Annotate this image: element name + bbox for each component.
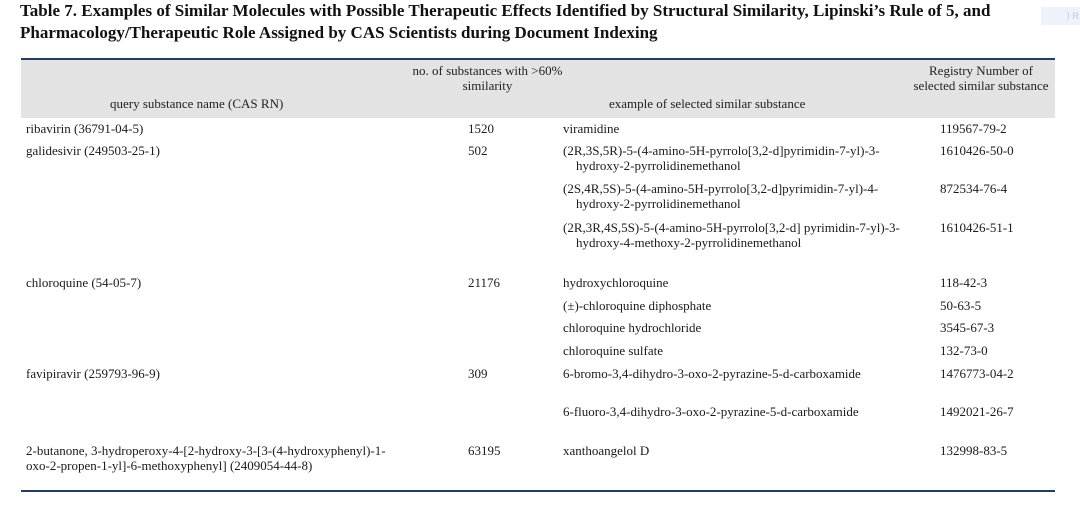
cell-count: 502	[468, 143, 488, 158]
header-registry-number: Registry Number of selected similar substance	[913, 63, 1049, 93]
cell-registry: 132-73-0	[940, 343, 988, 358]
cell-registry: 118-42-3	[940, 275, 988, 290]
corner-overlay-tab: ⟩ R	[1041, 7, 1080, 25]
cell-name: favipiravir (259793-96-9)	[26, 366, 160, 381]
cell-name: galidesivir (249503-25-1)	[26, 143, 160, 158]
cell-example: chloroquine sulfate	[563, 343, 663, 358]
cell-example: (2S,4R,5S)-5-(4-amino-5H-pyrrolo[3,2-d]pyrimidin-7-yl)-4-hydroxy-2-pyrrolidinemethanol	[563, 181, 879, 211]
cell-example: (2R,3S,5R)-5-(4-amino-5H-pyrrolo[3,2-d]pyrimidin-7-yl)-3-hydroxy-2-pyrrolidinemethanol	[563, 143, 880, 173]
header-similarity-count: no. of substances with >60% similarity	[412, 63, 563, 93]
cell-example: hydroxychloroquine	[563, 275, 669, 290]
cell-registry: 50-63-5	[940, 298, 982, 313]
cell-example: chloroquine hydrochloride	[563, 320, 702, 335]
cell-count: 21176	[468, 275, 501, 290]
cell-registry: 3545-67-3	[940, 320, 995, 335]
cell-example: 6-fluoro-3,4-dihydro-3-oxo-2-pyrazine-5-d-carboxamide	[563, 404, 859, 419]
header-query-substance: query substance name (CAS RN)	[110, 96, 284, 111]
cell-example: viramidine	[563, 121, 620, 136]
cell-registry: 119567-79-2	[940, 121, 1007, 136]
cell-example: (±)-chloroquine diphosphate	[563, 298, 712, 313]
cell-example: (2R,3R,4S,5S)-5-(4-amino-5H-pyrrolo[3,2-d] pyrimidin-7-yl)-3-hydroxy-4-methoxy-2-pyrrolidinemethanol	[563, 220, 900, 250]
table-header	[21, 58, 1055, 118]
cell-name: 2-butanone, 3-hydroperoxy-4-[2-hydroxy-3-[3-(4-hydroxyphenyl)-1-oxo-2-propen-1-yl]-6-methoxyphenyl] (2409054-44-8)	[26, 443, 386, 473]
cell-count: 1520	[468, 121, 494, 136]
cell-registry: 1610426-51-1	[940, 220, 1014, 235]
cell-registry: 1492021-26-7	[940, 404, 1014, 419]
cell-example: xanthoangelol D	[563, 443, 650, 458]
cell-example: 6-bromo-3,4-dihydro-3-oxo-2-pyrazine-5-d-carboxamide	[563, 366, 861, 381]
cell-registry: 1610426-50-0	[940, 143, 1014, 158]
cell-count: 63195	[468, 443, 501, 458]
cell-count: 309	[468, 366, 488, 381]
table-caption: Table 7. Examples of Similar Molecules with Possible Therapeutic Effects Identified by Structural Similarity, Lipinski’s Rule of 5, and Pharmacology/Therapeutic Role Assigned by CAS Scientists during Document Indexing	[20, 1, 991, 42]
cell-registry: 872534-76-4	[940, 181, 1008, 196]
header-example-substance: example of selected similar substance	[609, 96, 806, 111]
cell-name: ribavirin (36791-04-5)	[26, 121, 144, 136]
cell-registry: 1476773-04-2	[940, 366, 1014, 381]
cell-registry: 132998-83-5	[940, 443, 1008, 458]
cell-name: chloroquine (54-05-7)	[26, 275, 142, 290]
table-bottom-rule	[21, 490, 1055, 492]
